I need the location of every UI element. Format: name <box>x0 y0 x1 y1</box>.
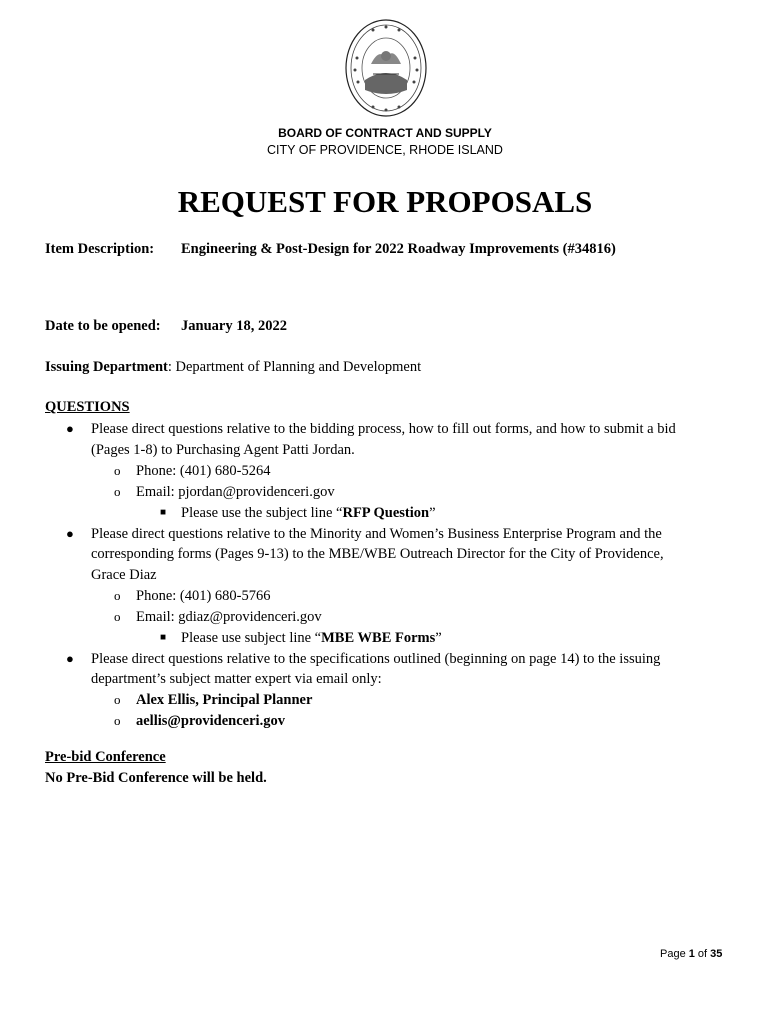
board-heading: BOARD OF CONTRACT AND SUPPLY <box>278 126 492 140</box>
q2-email: Email: gdiaz@providenceri.gov <box>136 609 322 625</box>
square-bullet-icon: ■ <box>160 507 167 518</box>
q2-phone: Phone: (401) 680-5766 <box>136 588 271 604</box>
circle-bullet-icon: o <box>114 484 121 499</box>
q3-text-line1: Please direct questions relative to the specifications outlined (beginning on page 14) to the issuing <box>91 651 661 667</box>
q2-subject-line <box>181 630 442 647</box>
page-current: 1 <box>688 948 695 960</box>
circle-bullet-icon: o <box>114 609 121 624</box>
q1-subject-line <box>181 505 436 522</box>
q1-phone: Phone: (401) 680-5264 <box>136 463 271 479</box>
page-number <box>660 948 722 960</box>
page-total: 35 <box>710 948 723 960</box>
bullet-icon: ● <box>66 421 74 436</box>
q3-email: aellis@providenceri.gov <box>136 713 285 729</box>
page-of: of <box>694 948 711 960</box>
prebid-heading: Pre-bid Conference <box>45 749 166 765</box>
q2-subject-post: ” <box>435 630 442 646</box>
prebid-text: No Pre-Bid Conference will be held. <box>45 770 267 786</box>
date-opened-value: January 18, 2022 <box>181 318 287 334</box>
q1-subject-pre: Please use the subject line “ <box>181 505 343 521</box>
q2-text-line3: Grace Diaz <box>91 567 157 583</box>
city-seal-icon <box>343 18 429 122</box>
circle-bullet-icon: o <box>114 588 121 603</box>
q1-email: Email: pjordan@providenceri.gov <box>136 484 335 500</box>
square-bullet-icon: ■ <box>160 632 167 643</box>
issuing-department-label: Issuing Department <box>45 359 168 375</box>
q1-text-line2: (Pages 1-8) to Purchasing Agent Patti Jordan. <box>91 442 355 458</box>
questions-heading: QUESTIONS <box>45 399 130 415</box>
item-description-value: Engineering & Post-Design for 2022 Roadway Improvements (#34816) <box>181 241 616 257</box>
q2-subject-bold: MBE WBE Forms <box>321 630 436 646</box>
page-title: REQUEST FOR PROPOSALS <box>177 184 593 219</box>
circle-bullet-icon: o <box>114 692 121 707</box>
q2-text-line1: Please direct questions relative to the Minority and Women’s Business Enterprise Program and the <box>91 526 662 542</box>
city-heading: CITY OF PROVIDENCE, RHODE ISLAND <box>267 143 503 157</box>
q3-contact: Alex Ellis, Principal Planner <box>136 692 313 708</box>
q2-subject-pre: Please use subject line “ <box>181 630 322 646</box>
q1-text-line1: Please direct questions relative to the bidding process, how to fill out forms, and how to submit a bid <box>91 421 676 437</box>
q2-text-line2: corresponding forms (Pages 9-13) to the MBE/WBE Outreach Director for the City of Providence, <box>91 546 664 562</box>
bullet-icon: ● <box>66 526 74 541</box>
item-description-label: Item Description: <box>45 241 155 257</box>
q1-subject-post: ” <box>429 505 436 521</box>
date-opened-label: Date to be opened: <box>45 318 161 334</box>
circle-bullet-icon: o <box>114 713 121 728</box>
issuing-department-value: : Department of Planning and Development <box>167 359 422 375</box>
page-prefix: Page <box>660 948 689 960</box>
q3-text-line2: department’s subject matter expert via email only: <box>91 671 382 687</box>
bullet-icon: ● <box>66 651 74 666</box>
circle-bullet-icon: o <box>114 463 121 478</box>
q1-subject-bold: RFP Question <box>342 505 430 521</box>
issuing-department <box>45 359 421 376</box>
